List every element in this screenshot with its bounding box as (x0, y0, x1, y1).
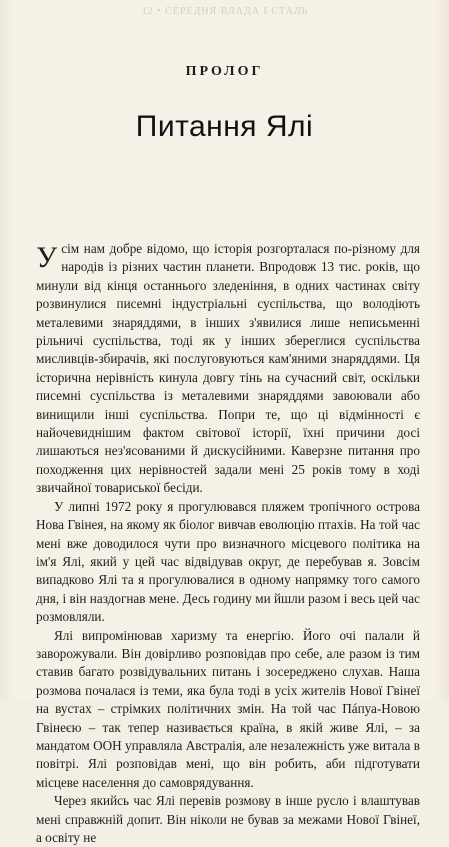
bleed-through-header: 12 • СЕРЕДНЯ ВЛАДА І СТАЛЬ (141, 6, 309, 17)
paragraph-2: У липні 1972 року я прогулювався пляжем тропічного острова Нова Гвінея, на якому як біолог вивчав еволюцію птахів. На той час мені вже доводилося чути про визначного місцевого політика на ім'я Ялі, який у цей час відвідував округ, де перебував я. Зовсім випадково Ялі та я прогулювалися в одному напрямку того самого дня, і він наздогнав мене. Десь годину ми йшли разом і весь цей час розмовляли. (36, 498, 420, 625)
paragraph-1 (36, 240, 420, 498)
drop-cap: У (36, 241, 58, 274)
chapter-title: Питання Ялі (135, 110, 314, 143)
paragraph-4: Через якийсь час Ялі перевів розмову в інше русло і влаштував мені справжній допит. Він ніколи не бував за межами Нової Гвінеї, а освіту не (36, 793, 420, 845)
paragraph-3: Ялі випромінював харизму та енергію. Його очі палали й заворожували. Він довірливо розповідав про себе, але разом із тим ставив багато розвідувальних питань і зосереджено слухав. Наша розмова почалася із теми, яка була тоді в усіх жителів Нової Гвінеї на вустах – стрімких політичних змін. На той час Пáпуа-Новою Гвінеєю – так тепер називається країна, в якій живе Ялі, – за мандатом ООН управляла Австралія, але незалежність уже витала в повітрі. Ялі розповідав мені, що він робить, аби підготувати місцеве населення до самоврядування. (36, 627, 420, 790)
section-label: ПРОЛОГ (185, 64, 264, 79)
body-text (36, 240, 420, 847)
paragraph-1-text: сім нам добре відомо, що історія розгорталася по-різному для народів із різних частин планети. Впродовж 13 тис. років, що минули від кінця останнього зледеніння, в одних частинах світу розвинулися писемні індустріальні суспільства, що володіють металевими знаряддями, в інших з'явилися лише неписьменні рільничі суспільства, тоді як у інших збереглися суспільства мисливців-збирачів, які послуговуються кам'яними знаряддями. Ця історична нерівність кинула довгу тінь на сучасний світ, оскільки писемні суспільства із металевими знаряддями завоювали або винищили інші суспільства. Попри те, що ці відмінності є найочевиднішим фактом світової історії, їхні причини досі лишаються нез'ясованими й дискусійними. Каверзне питання про походження цих нерівностей задали мені 25 років тому в ході звичайної товариської бесіди. (36, 241, 420, 496)
